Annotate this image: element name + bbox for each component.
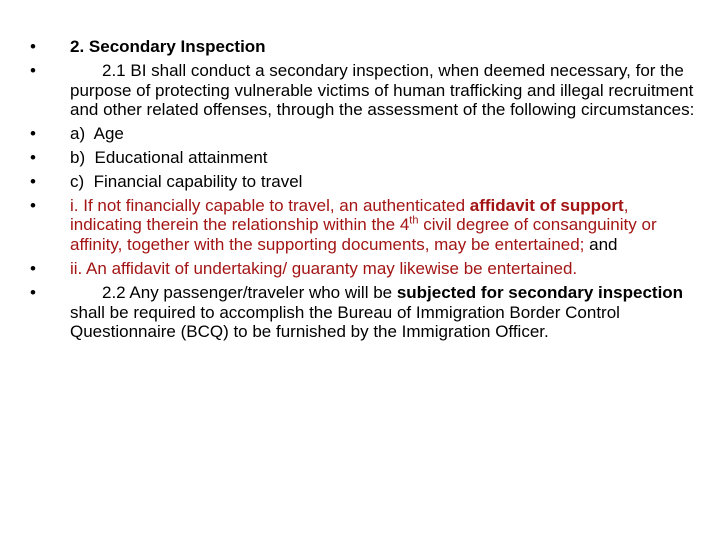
list-item-heading <box>30 37 695 57</box>
bullet-icon: • <box>30 171 36 191</box>
paragraph-ii: ii. An affidavit of undertaking/ guaranty may likewise be entertained. <box>70 258 578 278</box>
bullet-icon: • <box>30 60 36 80</box>
item-age: a) Age <box>70 124 124 144</box>
list-item-ii <box>30 259 695 279</box>
bullet-icon: • <box>30 282 36 302</box>
list-item-2-2 <box>30 283 695 342</box>
list-item-c <box>30 172 695 192</box>
bullet-icon: • <box>30 147 36 167</box>
list-item-i <box>30 196 695 255</box>
item-financial: c) Financial capability to travel <box>70 171 303 191</box>
bullet-icon: • <box>30 195 36 215</box>
bullet-icon: • <box>30 258 36 278</box>
list-item-b <box>30 148 695 168</box>
section-heading: 2. Secondary Inspection <box>70 37 266 56</box>
paragraph-2-1: 2.1 BI shall conduct a secondary inspection, when deemed necessary, for the purpose of protecting vulnerable victims of human trafficking and illegal recruitment and other related offenses, through the assessment of the following circumstances: <box>70 60 695 120</box>
affidavit-of-support-emphasis: affidavit of support <box>469 195 624 215</box>
bullet-icon: • <box>30 37 36 56</box>
item-education: b) Educational attainment <box>70 147 268 167</box>
bullet-list <box>30 37 695 346</box>
list-item-a <box>30 124 695 144</box>
paragraph-i: i. If not financially capable to travel, an authenticated affidavit of support, indicating therein the relationship within the 4th civil degree of consanguinity or affinity, together with the supporting documents, may be entertained; and <box>70 195 657 255</box>
paragraph-2-2: 2.2 Any passenger/traveler who will be subjected for secondary inspection shall be required to accomplish the Bureau of Immigration Border Control Questionnaire (BCQ) to be furnished by the Immigration Officer. <box>70 282 684 342</box>
bullet-icon: • <box>30 124 36 144</box>
secondary-inspection-emphasis: subjected for secondary inspection <box>396 282 684 302</box>
list-item-2-1 <box>30 61 695 120</box>
